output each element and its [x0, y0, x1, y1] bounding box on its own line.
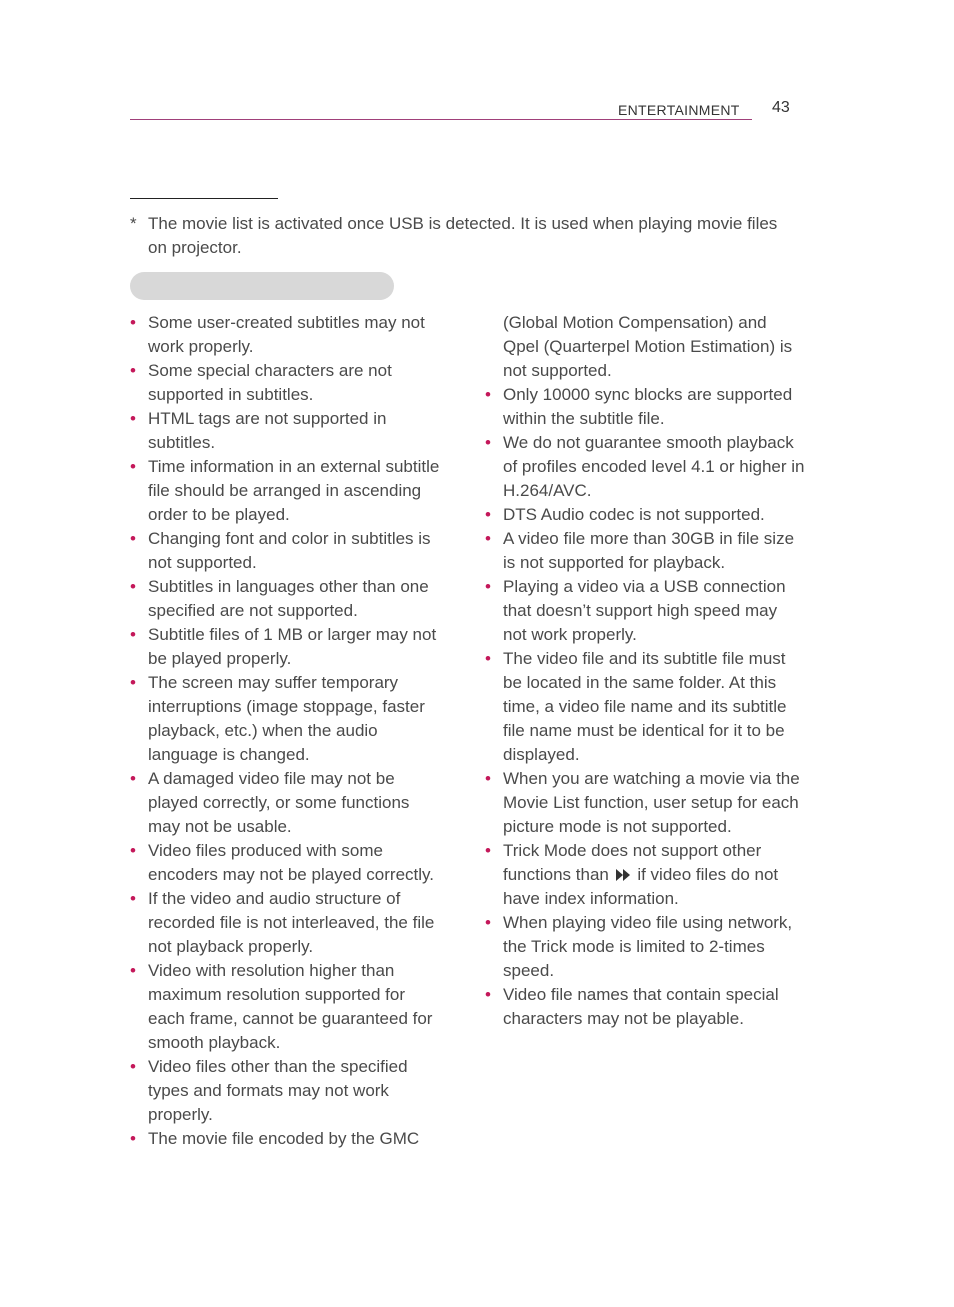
list-item-text: If the video and audio structure of recorded file is not interleaved, the file not playback properly.: [148, 889, 435, 956]
bullet-icon: •: [485, 769, 491, 788]
bullet-icon: •: [485, 529, 491, 548]
bullet-icon: •: [485, 505, 491, 524]
bullet-icon: •: [130, 409, 136, 428]
bullet-icon: •: [130, 361, 136, 380]
bullet-icon: •: [130, 1129, 136, 1148]
bullet-icon: •: [130, 625, 136, 644]
bullet-icon: •: [485, 577, 491, 596]
list-item: [485, 767, 805, 839]
header-rule: [130, 119, 752, 120]
footnote-text: The movie list is activated once USB is detected. It is used when playing movie files on projector.: [148, 214, 778, 257]
list-item-text: Playing a video via a USB connection that doesn’t support high speed may not work properly.: [503, 577, 786, 644]
bullet-icon: •: [130, 577, 136, 596]
list-item-text: if video files do not have index information.: [503, 865, 779, 908]
bullet-icon: •: [130, 961, 136, 980]
bullet-icon: •: [130, 1057, 136, 1076]
page-number: 43: [772, 99, 790, 116]
list-item-text: HTML tags are not supported in subtitles.: [148, 409, 387, 452]
list-item-text: Video file names that contain special characters may not be playable.: [503, 985, 779, 1028]
list-item-text: The screen may suffer temporary interruptions (image stoppage, faster playback, etc.) when the audio language is changed.: [148, 673, 425, 764]
list-item: [130, 407, 445, 455]
list-item-text: Subtitles in languages other than one specified are not supported.: [148, 577, 429, 620]
list-item: [130, 527, 445, 575]
list-item: [130, 671, 445, 767]
list-item: [130, 839, 445, 887]
list-item: [130, 575, 445, 623]
list-item: [485, 983, 805, 1031]
list-item: [130, 455, 445, 527]
bullet-icon: •: [485, 913, 491, 932]
fast-forward-icon: [616, 868, 631, 882]
list-item-text: Trick Mode does not support other functions than: [503, 841, 762, 884]
bullet-icon: •: [485, 985, 491, 1004]
left-column: [130, 311, 445, 1151]
list-item-text: When playing video file using network, the Trick mode is limited to 2-times speed.: [503, 913, 793, 980]
section-divider: [130, 198, 278, 199]
bullet-icon: •: [130, 673, 136, 692]
list-item-text: Time information in an external subtitle file should be arranged in ascending order to be played.: [148, 457, 440, 524]
list-item-text: Some special characters are not supported in subtitles.: [148, 361, 392, 404]
list-item-continuation: (Global Motion Compensation) and Qpel (Quarterpel Motion Estimation) is not supported.: [503, 313, 793, 380]
bullet-icon: •: [485, 433, 491, 452]
bullet-icon: •: [130, 529, 136, 548]
footnote: [130, 212, 795, 260]
list-item: [130, 1055, 445, 1127]
list-item-text: Video files other than the specified types and formats may not work properly.: [148, 1057, 408, 1124]
bullet-icon: •: [485, 649, 491, 668]
list-item-text: Some user-created subtitles may not work properly.: [148, 313, 425, 356]
list-item-text: A damaged video file may not be played correctly, or some functions may not be usable.: [148, 769, 410, 836]
list-item: [130, 623, 445, 671]
list-item-text: We do not guarantee smooth playback of profiles encoded level 4.1 or higher in H.264/AVC.: [503, 433, 805, 500]
list-item-text: Only 10000 sync blocks are supported within the subtitle file.: [503, 385, 793, 428]
list-item: [130, 1127, 445, 1151]
list-item: [485, 647, 805, 767]
list-item-text: Video files produced with some encoders may not be played correctly.: [148, 841, 434, 884]
bullet-icon: •: [130, 313, 136, 332]
bullet-icon: •: [485, 841, 491, 860]
bullet-icon: •: [130, 457, 136, 476]
list-item: [485, 383, 805, 431]
list-item: [485, 503, 805, 527]
right-column: [485, 311, 805, 1031]
list-item: [485, 575, 805, 647]
list-item-text: The video file and its subtitle file must be located in the same folder. At this time, a video file name and its subtitle file name must be identical for it to be displayed.: [503, 649, 787, 764]
list-item: [485, 911, 805, 983]
bullet-icon: •: [130, 769, 136, 788]
list-item-text: DTS Audio codec is not supported.: [503, 505, 765, 524]
list-item: [130, 311, 445, 359]
footnote-marker: *: [130, 214, 137, 233]
section-heading-bar: [130, 272, 394, 300]
bullet-icon: •: [130, 889, 136, 908]
list-item: [485, 839, 805, 911]
bullet-icon: •: [485, 385, 491, 404]
list-item-text: The movie file encoded by the GMC: [148, 1129, 420, 1148]
list-item-text: When you are watching a movie via the Movie List function, user setup for each picture mode is not supported.: [503, 769, 800, 836]
list-item: [130, 359, 445, 407]
list-item-text: Subtitle files of 1 MB or larger may not be played properly.: [148, 625, 437, 668]
list-item: [130, 887, 445, 959]
list-item: [485, 527, 805, 575]
list-item-text: A video file more than 30GB in file size is not supported for playback.: [503, 529, 795, 572]
list-item: [485, 431, 805, 503]
list-item: [130, 767, 445, 839]
list-item-text: Changing font and color in subtitles is not supported.: [148, 529, 431, 572]
list-item-text: Video with resolution higher than maximum resolution supported for each frame, cannot be guaranteed for smooth playback.: [148, 961, 433, 1052]
bullet-icon: •: [130, 841, 136, 860]
list-item: [130, 959, 445, 1055]
section-label: ENTERTAINMENT: [618, 102, 740, 118]
